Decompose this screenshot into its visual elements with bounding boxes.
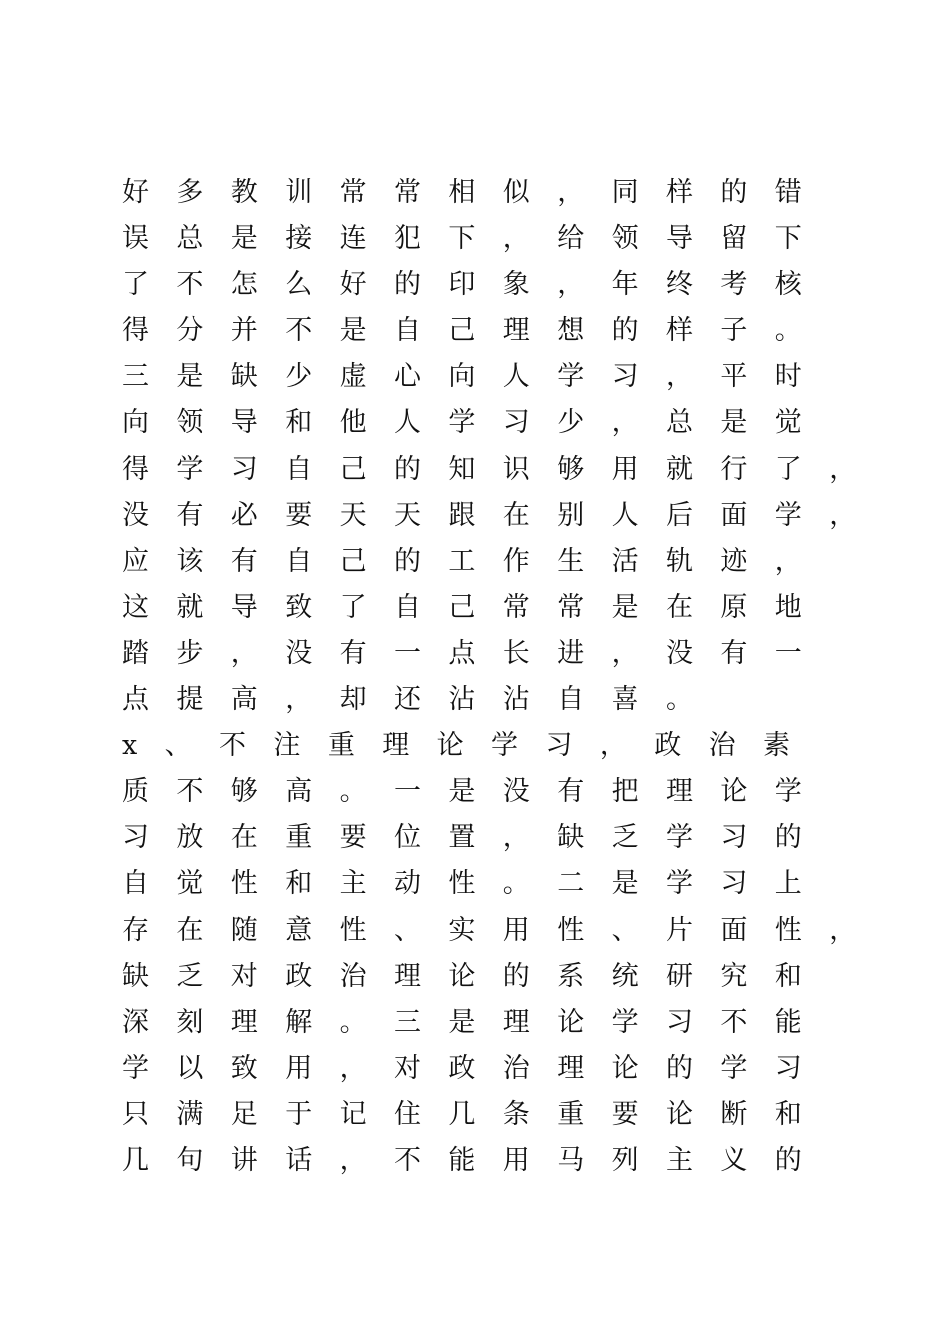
text-line: 这就导致了自己常常是在原地: [122, 591, 830, 623]
text-line: 踏步，没有一点长进，没有一: [122, 637, 830, 669]
text-line: 几句讲话，不能用马列主义的: [122, 1144, 830, 1176]
text-line: 误总是接连犯下，给领导留下: [122, 223, 830, 255]
text-line: 质不够高。一是没有把理论学: [122, 776, 830, 808]
text-line: 习放在重要位置，缺乏学习的: [122, 822, 830, 854]
text-line: 深刻理解。三是理论学习不能: [122, 1006, 830, 1038]
text-line: 了不怎么好的印象，年终考核: [122, 269, 830, 301]
section-heading-line: x、不注重理论学习，政治素: [122, 730, 818, 762]
text-line: 存在随意性、实用性、片面性，: [122, 914, 884, 946]
text-line: 只满足于记住几条重要论断和: [122, 1098, 830, 1130]
text-line: 缺乏对政治理论的系统研究和: [122, 960, 830, 992]
text-line: 没有必要天天跟在别人后面学，: [122, 499, 884, 531]
text-line: 好多教训常常相似，同样的错: [122, 177, 830, 208]
text-line: 三是缺少虚心向人学习，平时: [122, 361, 830, 393]
text-line: 得分并不是自己理想的样子。: [122, 315, 830, 347]
text-line: 自觉性和主动性。二是学习上: [122, 868, 830, 900]
text-line: 得学习自己的知识够用就行了，: [122, 453, 884, 485]
text-line: 向领导和他人学习少，总是觉: [122, 407, 830, 439]
text-line: 学以致用，对政治理论的学习: [122, 1052, 830, 1084]
body-text: [122, 170, 884, 1184]
text-line: 点提高，却还沾沾自喜。: [122, 684, 721, 716]
text-line: 应该有自己的工作生活轨迹，: [122, 545, 830, 577]
